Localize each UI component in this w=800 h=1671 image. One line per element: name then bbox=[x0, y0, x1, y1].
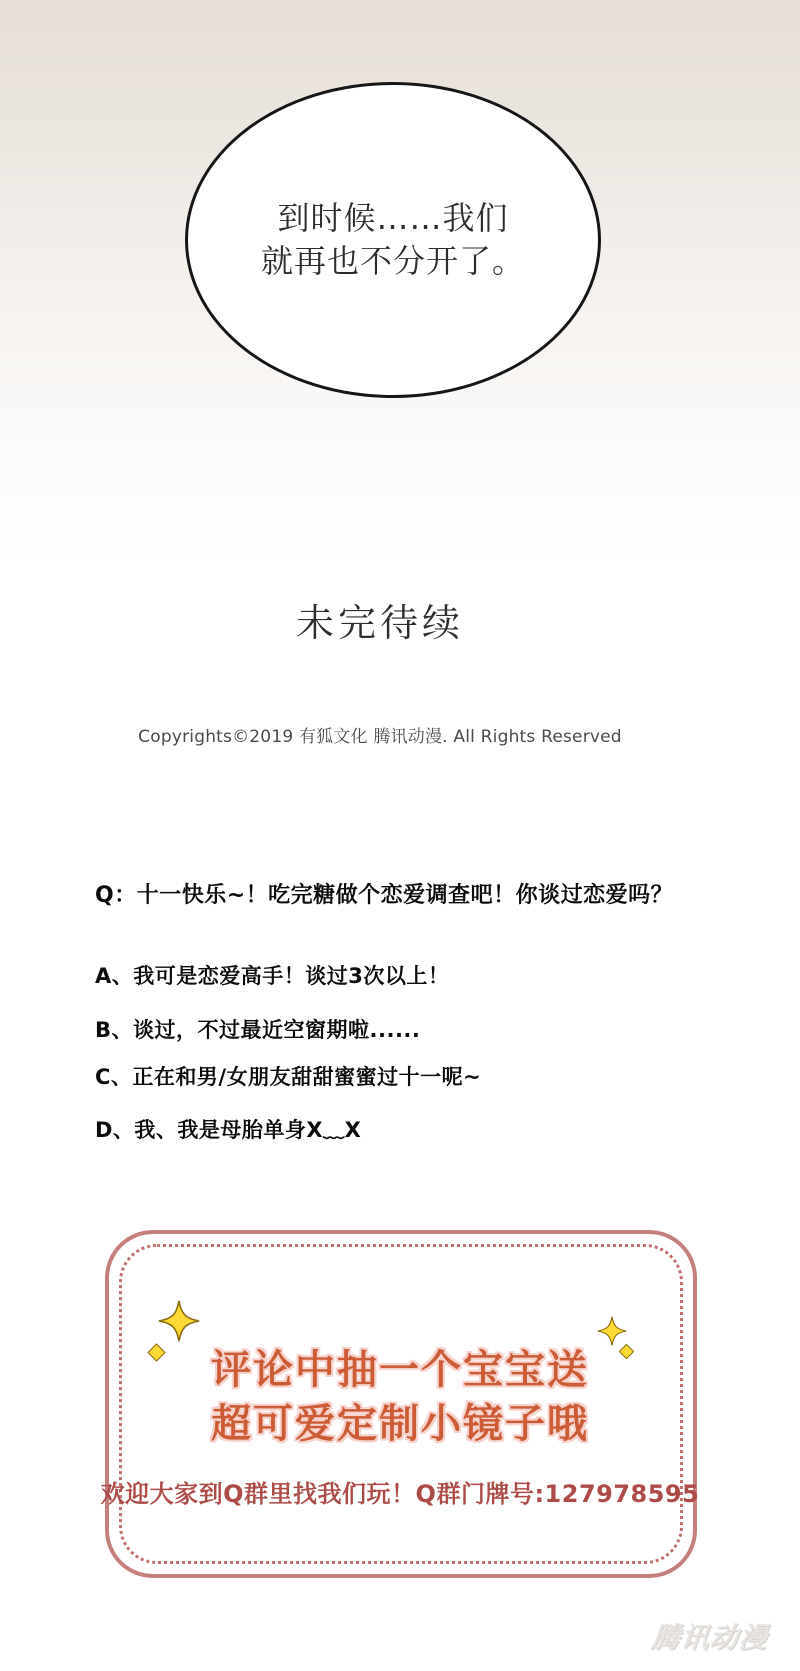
tencent-comics-watermark: 腾讯动漫 bbox=[650, 1621, 770, 1654]
survey-option-c: C、正在和男/女朋友甜甜蜜蜜过十一呢~ bbox=[95, 1065, 482, 1089]
speech-line-1: 到时候……我们 bbox=[277, 199, 509, 237]
to-be-continued-text: 未完待续 bbox=[295, 601, 464, 645]
sparkle-star-icon bbox=[158, 1300, 200, 1342]
survey-option-b: B、谈过，不过最近空窗期啦...... bbox=[95, 1018, 421, 1042]
qq-group-notice: 欢迎大家到Q群里找我们玩！Q群门牌号:127978595 bbox=[100, 1480, 700, 1508]
survey-option-d: D、我、我是母胎单身X﹏X bbox=[95, 1118, 362, 1142]
giveaway-line-1: 评论中抽一个宝宝送 bbox=[211, 1347, 589, 1393]
survey-question: Q：十一快乐~！吃完糖做个恋爱调查吧！你谈过恋爱吗？ bbox=[95, 883, 674, 908]
copyright-text: Copyrights©2019 有狐文化 腾讯动漫. All Rights Reserved bbox=[138, 727, 622, 747]
speech-bubble bbox=[185, 82, 601, 398]
speech-line-2: 就再也不分开了。 bbox=[260, 242, 525, 280]
speech-bubble-text bbox=[261, 197, 525, 283]
survey-option-a: A、我可是恋爱高手！谈过3次以上！ bbox=[95, 964, 450, 988]
giveaway-line-2: 超可爱定制小镜子哦 bbox=[211, 1401, 589, 1447]
